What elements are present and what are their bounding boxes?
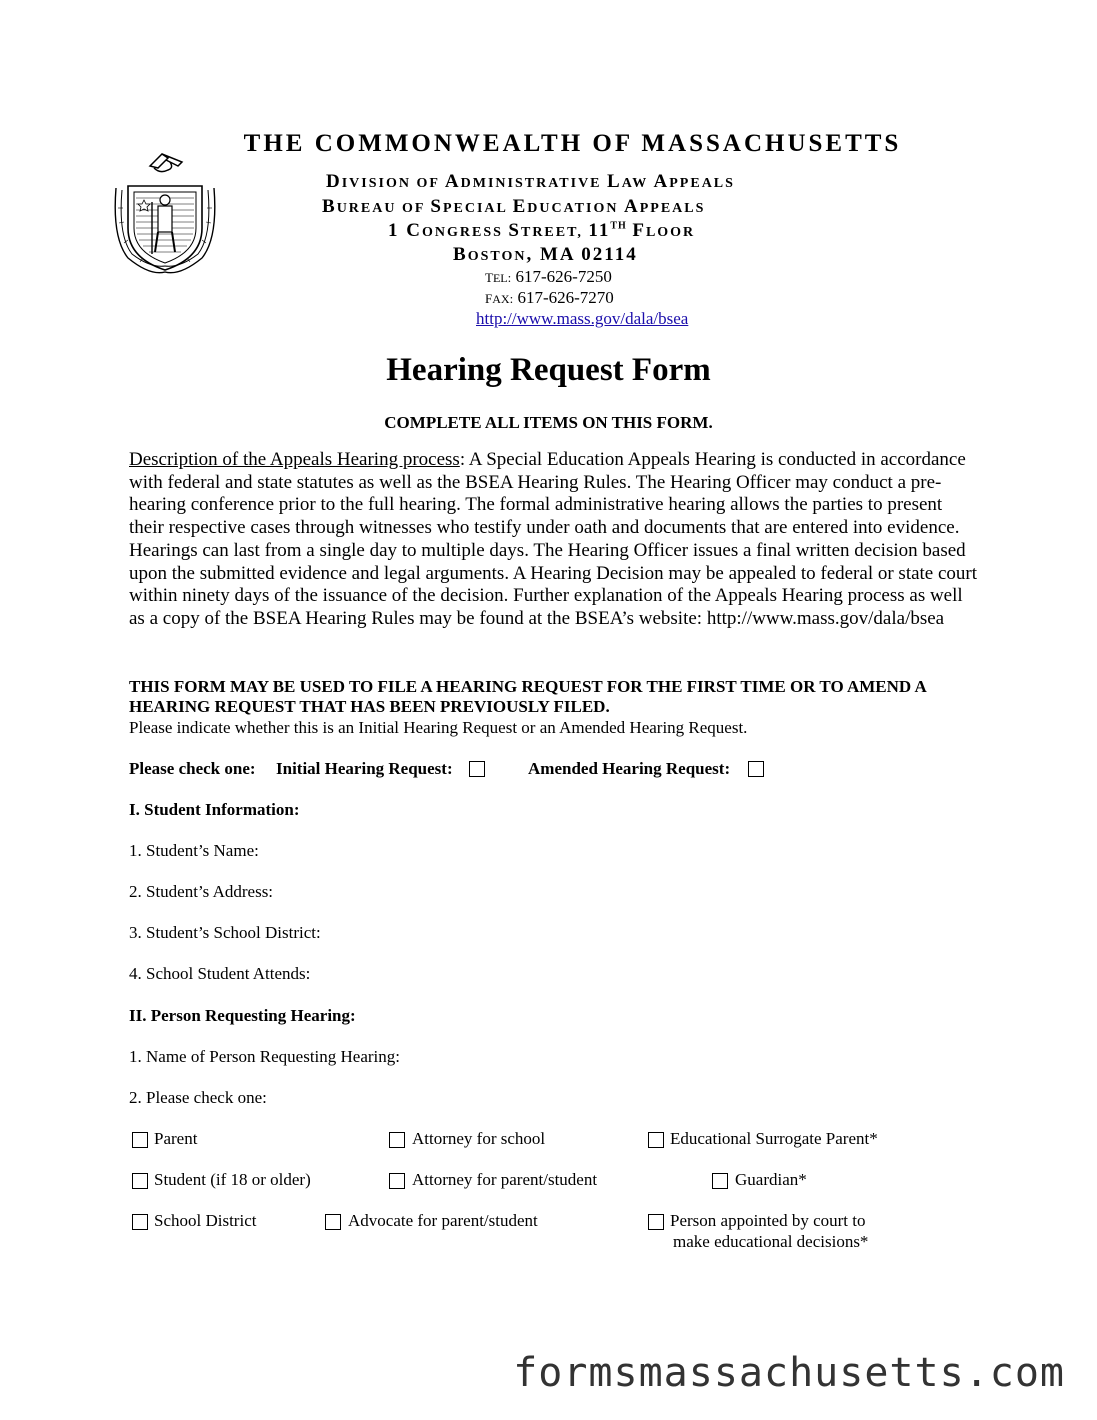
attorney-parent-checkbox[interactable] bbox=[389, 1173, 405, 1189]
student-district-field[interactable]: 3. Student’s School District: bbox=[129, 923, 321, 942]
description-body: : A Special Education Appeals Hearing is conducted in accordance with federal and state statutes as well as the BSEA Hearing Rules. The Hearing Officer may conduct a pre-hearing conference prior to the full hearing. The formal administrative hearing allows the parties to present their respective cases through witnesses who testify under oath and documents that are entered into evidence. Hearings can last from a single day to multiple days. The Hearing Officer issues a final written decision based upon the submitted evidence and legal arguments. A Hearing Decision may be appealed to federal or state court within ninety days of the issuance of the decision. Further explanation of the Appeals Hearing process as well as a copy of the BSEA Hearing Rules may be found at the BSEA’s website: http://www.mass.gov/dala/bsea bbox=[129, 449, 978, 629]
school-district-label: School District bbox=[154, 1211, 257, 1230]
description-heading: Description of the Appeals Hearing process bbox=[129, 449, 460, 470]
guardian-label: Guardian* bbox=[735, 1170, 807, 1189]
form-title: Hearing Request Form bbox=[386, 352, 711, 388]
initial-request-checkbox[interactable] bbox=[469, 761, 485, 777]
court-appointed-label-line1: Person appointed by court to bbox=[670, 1211, 866, 1230]
surrogate-parent-label: Educational Surrogate Parent* bbox=[670, 1129, 878, 1148]
parent-label: Parent bbox=[154, 1129, 198, 1148]
student-label: Student (if 18 or older) bbox=[154, 1170, 311, 1189]
request-type-prompt: Please check one: bbox=[129, 759, 256, 778]
indicate-instructions: Please indicate whether this is an Initial Hearing Request or an Amended Hearing Request. bbox=[129, 718, 748, 737]
section-requester-heading: II. Person Requesting Hearing: bbox=[129, 1006, 356, 1025]
attorney-school-checkbox[interactable] bbox=[389, 1132, 405, 1148]
surrogate-parent-checkbox[interactable] bbox=[648, 1132, 664, 1148]
attorney-parent-label: Attorney for parent/student bbox=[412, 1170, 598, 1189]
bsea-website-link[interactable]: http://www.mass.gov/dala/bsea bbox=[476, 309, 689, 328]
advocate-checkbox[interactable] bbox=[325, 1214, 341, 1230]
student-school-field[interactable]: 4. School Student Attends: bbox=[129, 964, 311, 983]
fax: FAX: 617-626-7270 bbox=[485, 288, 614, 307]
court-appointed-label-line2: make educational decisions* bbox=[673, 1232, 869, 1251]
student-name-field[interactable]: 1. Student’s Name: bbox=[129, 841, 259, 860]
student-address-field[interactable]: 2. Student’s Address: bbox=[129, 882, 274, 901]
street-address: 1 CONGRESS STREET, 11TH FLOOR bbox=[388, 220, 696, 241]
process-description bbox=[129, 449, 979, 631]
agency-title: THE COMMONWEALTH OF MASSACHUSETTS bbox=[243, 130, 902, 157]
bureau-name: BUREAU OF SPECIAL EDUCATION APPEALS bbox=[322, 196, 706, 217]
student-checkbox[interactable] bbox=[132, 1173, 148, 1189]
guardian-checkbox[interactable] bbox=[712, 1173, 728, 1189]
telephone: TEL: 617-626-7250 bbox=[485, 267, 612, 286]
advocate-label: Advocate for parent/student bbox=[348, 1211, 538, 1230]
amended-request-label: Amended Hearing Request: bbox=[528, 759, 731, 778]
court-appointed-checkbox[interactable] bbox=[648, 1214, 664, 1230]
requester-name-field[interactable]: 1. Name of Person Requesting Hearing: bbox=[129, 1047, 400, 1066]
school-district-checkbox[interactable] bbox=[132, 1214, 148, 1230]
initial-request-label: Initial Hearing Request: bbox=[276, 759, 453, 778]
site-watermark: formsmassachusetts.com bbox=[513, 1350, 1065, 1396]
attorney-school-label: Attorney for school bbox=[412, 1129, 546, 1148]
amended-request-checkbox[interactable] bbox=[748, 761, 764, 777]
requester-role-prompt: 2. Please check one: bbox=[129, 1088, 267, 1107]
division-name: DIVISION OF ADMINISTRATIVE LAW APPEALS bbox=[326, 171, 735, 192]
parent-checkbox[interactable] bbox=[132, 1132, 148, 1148]
city-state-zip: BOSTON, MA 02114 bbox=[453, 244, 638, 265]
complete-notice: COMPLETE ALL ITEMS ON THIS FORM. bbox=[384, 413, 713, 432]
section-student-info-heading: I. Student Information: bbox=[129, 800, 300, 819]
massachusetts-seal-icon bbox=[110, 148, 220, 274]
use-notice: THIS FORM MAY BE USED TO FILE A HEARING REQUEST FOR THE FIRST TIME OR TO AMEND A HEARING REQUEST THAT HAS BEEN PREVIOUSLY FILED. bbox=[129, 677, 926, 716]
